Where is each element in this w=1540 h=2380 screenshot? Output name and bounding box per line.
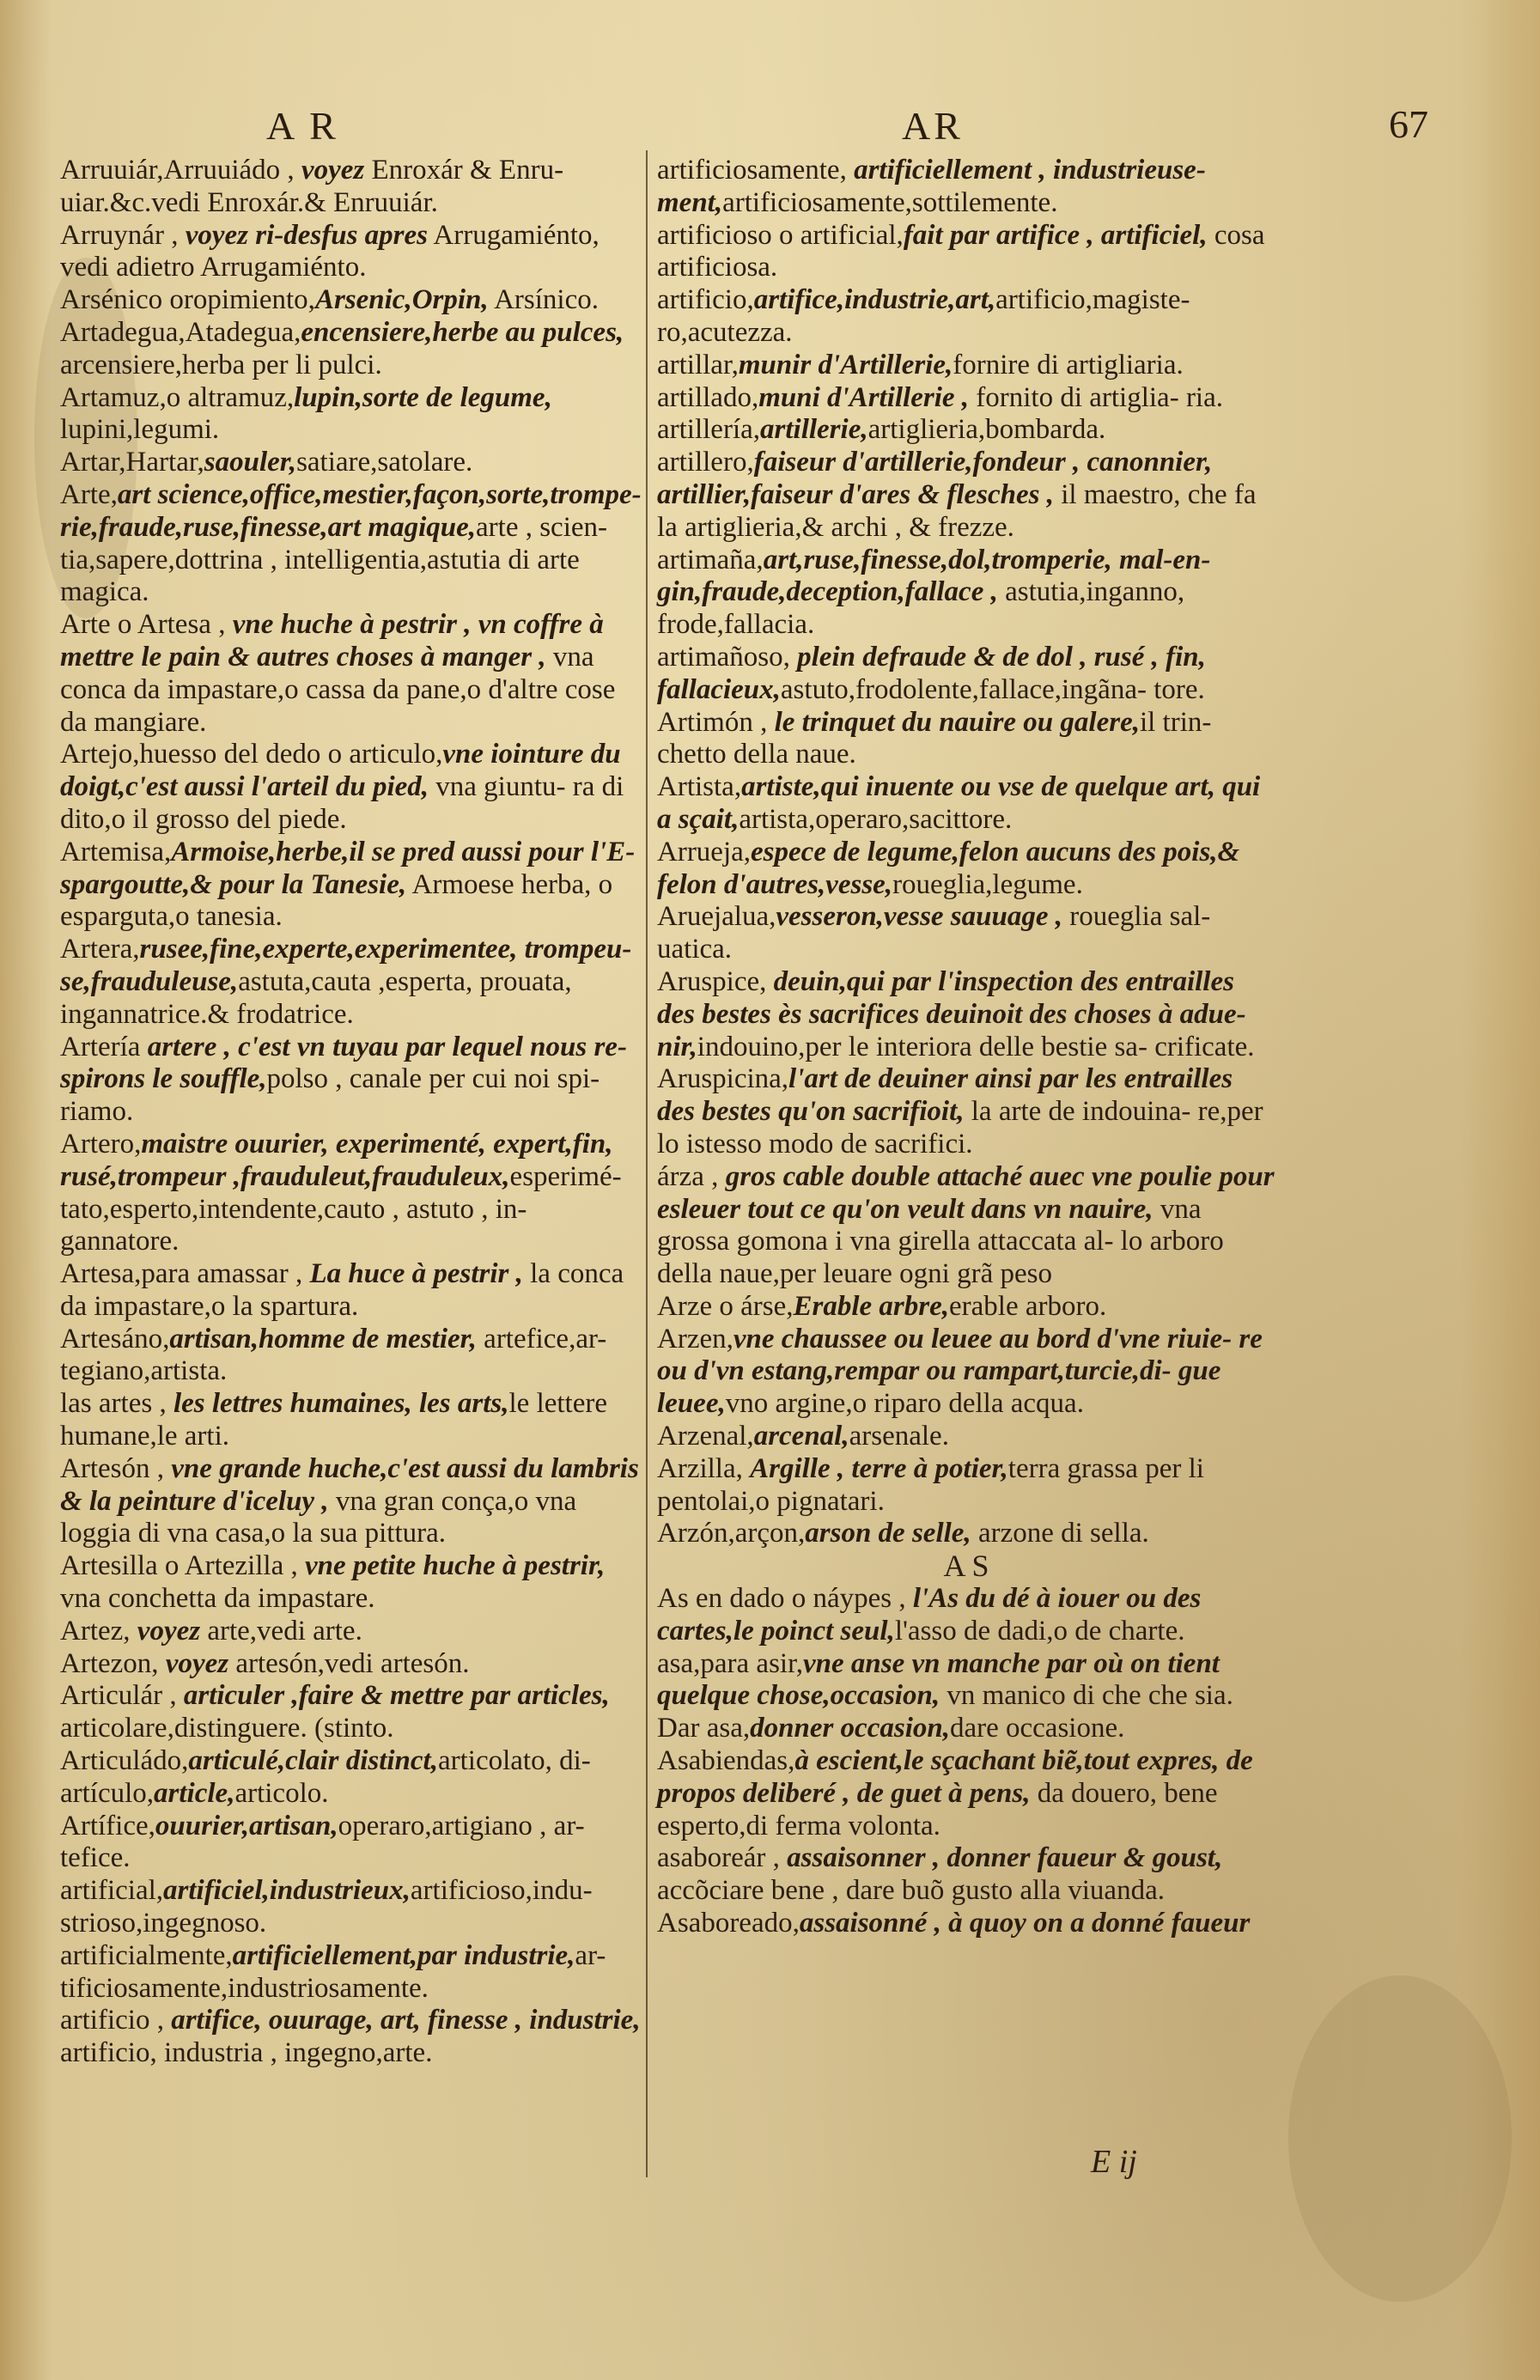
right-column <box>657 155 1275 1940</box>
french-gloss: art,ruse,finesse,dol,tromperie, mal-en- gin,fraude,deception,fallace , <box>657 544 1211 608</box>
headword: asaboreár , <box>657 1842 788 1874</box>
dictionary-entry <box>657 414 1275 447</box>
french-gloss: vne grande huche,c'est aussi du lambris & la peinture d'iceluy , <box>60 1452 639 1517</box>
headword: Artemisa, <box>60 836 172 867</box>
headword: Artesa,para amassar , <box>60 1258 310 1290</box>
headword: artículo, <box>60 1777 155 1809</box>
french-gloss: assaisonner , donner faueur & goust, <box>787 1842 1223 1874</box>
french-gloss: artifice,industrie,art, <box>753 284 996 316</box>
italian-gloss: articolo. <box>234 1777 329 1809</box>
italian-gloss: Enroxár & Enru- uiar.&c.vedi Enroxár.& Enruuiár. <box>60 155 564 218</box>
dictionary-entry <box>657 966 1275 1063</box>
headword: Artesón , <box>60 1452 172 1484</box>
italian-gloss: artificio, industria , ingegno,arte. <box>60 2037 433 2069</box>
italian-gloss: erable arboro. <box>949 1290 1107 1322</box>
french-gloss: le trinquet du nauire ou galere, <box>774 706 1140 738</box>
french-gloss: articulé,clair distinct, <box>188 1745 438 1777</box>
italian-gloss: artificiosamente,sottilemente. <box>722 186 1058 218</box>
italian-gloss: articolare,distinguere. (stinto. <box>60 1713 394 1744</box>
headword: Articulár , <box>60 1680 184 1712</box>
italian-gloss: indouino,per le interiora delle bestie sa- crificate. <box>697 1031 1255 1062</box>
headword: Arsénico oropimiento, <box>60 284 315 316</box>
dictionary-entry <box>60 609 644 739</box>
french-gloss: artere , c'est vn tuyau par lequel nous re- spirons le souffle, <box>60 1031 627 1095</box>
dictionary-entry <box>60 284 644 317</box>
french-gloss: vne chaussee ou leuee au bord d'vne riuie- re ou d'vn estang,rempar ou rampart,turcie,di- gue leuee, <box>657 1323 1263 1420</box>
french-gloss: Argille , terre à potier, <box>750 1452 1008 1484</box>
french-gloss: munir d'Artillerie, <box>738 349 953 380</box>
section-heading: A S <box>943 1549 989 1584</box>
headword: Artesilla o Artezilla , <box>60 1550 305 1582</box>
headword: Arrueja, <box>657 836 752 867</box>
italian-gloss: Arrugamiénto, vedi adietro Arrugamiénto. <box>60 219 600 283</box>
italian-gloss: arte , scien- tia,sapere,dottrina , intelligentia,astutia di arte magica. <box>60 511 608 608</box>
headword: Arzón,arçon, <box>657 1518 806 1549</box>
french-gloss: vne huche à pestrir , vn coffre à mettre le pain & autres choses à manger , <box>60 609 604 673</box>
italian-gloss: lupini,legumi. <box>60 414 220 446</box>
headword: Aruspicina, <box>657 1063 789 1095</box>
italian-gloss: articolato, di- <box>437 1745 591 1777</box>
headword: Arruuiár,Arruuiádo , <box>60 155 301 186</box>
dictionary-entry <box>657 1745 1275 1842</box>
french-gloss: muni d'Artillerie , <box>758 381 970 413</box>
italian-gloss: l'asso de dadi,o de charte. <box>894 1615 1185 1647</box>
italian-gloss: vn manico di che che sia. <box>940 1680 1233 1712</box>
italian-gloss: artesón,vedi artesón. <box>228 1647 470 1679</box>
dictionary-entry <box>657 382 1275 415</box>
dictionary-entry <box>60 479 644 609</box>
headword: árza , <box>657 1160 726 1192</box>
dictionary-entry <box>657 837 1275 902</box>
dictionary-entry <box>60 1129 644 1258</box>
dictionary-entry <box>60 934 644 1031</box>
french-gloss: artificiel,industrieux, <box>163 1875 411 1907</box>
italian-gloss: artefice,ar- tegiano,artista. <box>60 1323 607 1387</box>
french-gloss: artiste,qui inuente ou vse de quelque art, qui a sçait, <box>657 771 1261 835</box>
headword: Arzen, <box>657 1323 733 1354</box>
headword: Asaboreado, <box>657 1908 800 1939</box>
dictionary-entry <box>60 739 644 836</box>
dictionary-entry <box>657 1453 1275 1519</box>
italian-gloss: polso , canale per cui noi spi- riamo. <box>60 1063 600 1128</box>
dictionary-entry <box>60 1778 644 1811</box>
dictionary-entry <box>657 1842 1275 1908</box>
french-gloss: artificiellement,par industrie, <box>232 1939 575 1971</box>
dictionary-entry <box>60 1616 644 1648</box>
french-gloss: à escient,le sçachant biẽ,tout expres, de propos deliberé , de guet à pens, <box>657 1745 1253 1809</box>
dictionary-entry <box>657 1583 1275 1648</box>
italian-gloss: fornito di artiglia- ria. <box>969 381 1224 413</box>
headword: artimañoso, <box>657 641 798 673</box>
italian-gloss: astuta,cauta ,esperta, prouata, ingannatrice.& frodatrice. <box>60 965 572 1030</box>
dictionary-entry <box>657 155 1275 220</box>
dictionary-entry <box>657 707 1275 772</box>
french-gloss: rusee,fine,experte,experimentee, trompeu- se,frauduleuse, <box>60 934 632 997</box>
french-gloss: espece de legume,felon aucuns des pois,& felon d'autres,vesse, <box>657 836 1240 900</box>
dictionary-entry <box>657 1421 1275 1453</box>
french-gloss: La huce à pestrir , <box>309 1258 523 1290</box>
headword: las artes , <box>60 1388 173 1420</box>
dictionary-entry <box>60 317 644 382</box>
dictionary-entry <box>60 447 644 479</box>
italian-gloss: vna conca da impastare,o cassa da pane,o d'altre cose da mangiare. <box>60 641 616 738</box>
dictionary-entry <box>657 545 1275 642</box>
italian-gloss: operaro,artigiano , ar- tefice. <box>60 1810 585 1874</box>
italian-gloss: cosa artificiosa. <box>657 219 1265 283</box>
italian-gloss: arte,vedi arte. <box>200 1615 362 1647</box>
dictionary-entry <box>657 447 1275 544</box>
french-gloss: voyez <box>301 155 365 186</box>
dictionary-entry <box>60 1745 644 1778</box>
headword: Artera, <box>60 934 140 965</box>
headword: Arte, <box>60 478 118 510</box>
italian-gloss: artista,operaro,sacittore. <box>739 803 1013 835</box>
headword: Arze o árse, <box>657 1290 794 1322</box>
italian-gloss: Arsínico. <box>488 284 599 316</box>
dictionary-entry <box>657 284 1275 350</box>
french-gloss: deuin,qui par l'inspection des entrailles des bestes ès sacrifices deuinoit des choses à adue- nir, <box>657 965 1246 1062</box>
headword: Arruynár , <box>60 219 186 251</box>
dictionary-entry <box>657 1063 1275 1160</box>
french-gloss: vne petite huche à pestrir, <box>305 1550 606 1582</box>
headword: Artezon, <box>60 1647 166 1679</box>
dictionary-entry <box>657 642 1275 707</box>
headword: Aruspice, <box>657 965 774 997</box>
dictionary-entry <box>657 1518 1275 1550</box>
dictionary-entry <box>657 1908 1275 1940</box>
dictionary-entry <box>60 1324 644 1389</box>
italian-gloss: arsenale. <box>849 1421 949 1452</box>
french-gloss: lupin,sorte de legume, <box>294 381 552 413</box>
dictionary-entry <box>60 1875 644 1940</box>
french-gloss: gros cable double attaché auec vne poulie pour esleuer tout ce qu'on veult dans vn nauire, <box>657 1160 1275 1225</box>
french-gloss: vne anse vn manche par où on tient quelque chose,occasion, <box>657 1647 1220 1712</box>
italian-gloss: roueglia sal- uatica. <box>657 901 1211 965</box>
french-gloss: artifice, ouurage, art, finesse , industrie, <box>171 2005 641 2036</box>
headword: Artamuz,o altramuz, <box>60 381 295 413</box>
dictionary-entry <box>657 220 1275 285</box>
running-head-right: AR <box>902 104 964 148</box>
dictionary-entry <box>657 1324 1275 1421</box>
french-gloss: maistre ouurier, experimenté, expert,fin, rusé,trompeur ,frauduleut,frauduleux, <box>60 1128 613 1192</box>
french-gloss: voyez <box>137 1615 201 1647</box>
headword: artillado, <box>657 381 759 413</box>
french-gloss: artisan,homme de mestier, <box>169 1323 477 1354</box>
dictionary-entry <box>60 2005 644 2070</box>
french-gloss: voyez <box>165 1647 229 1679</box>
headword: Artista, <box>657 771 742 803</box>
headword: Asabiendas, <box>657 1745 795 1777</box>
french-gloss: assaisonné , à quoy on a donné faueur <box>799 1908 1251 1939</box>
dictionary-entry <box>60 220 644 285</box>
italian-gloss: artificioso,indu- strioso,ingegnoso. <box>60 1875 593 1939</box>
column-divider <box>646 150 648 2177</box>
headword: Artífice, <box>60 1810 155 1841</box>
italian-gloss: da douero, bene esperto,di ferma volonta. <box>657 1777 1218 1841</box>
french-gloss: artillerie, <box>760 414 868 446</box>
french-gloss: Armoise,herbe,il se pred aussi pour l'E- spargoutte,& pour la Tanesie, <box>60 836 636 900</box>
french-gloss: l'As du dé à iouer ou des cartes,le poinct seul, <box>657 1583 1202 1647</box>
signature-mark: E ij <box>1091 2144 1137 2180</box>
headword: artificialmente, <box>60 1939 233 1971</box>
dictionary-entry <box>60 1940 644 2006</box>
french-gloss: faiseur d'artillerie,fondeur , canonnier, artillier,faiseur d'ares & flesches , <box>657 447 1213 510</box>
french-gloss: voyez ri-desfus apres <box>185 219 428 251</box>
french-gloss: Arsenic,Orpin, <box>314 284 489 316</box>
dictionary-entry <box>60 1258 644 1324</box>
italian-gloss: le lettere humane,le arti. <box>60 1388 608 1452</box>
headword: Artero, <box>60 1128 142 1160</box>
headword: Arzilla, <box>657 1452 751 1484</box>
dictionary-entry <box>60 155 644 220</box>
italian-gloss: vna conchetta da impastare. <box>60 1583 375 1615</box>
italian-gloss: il trin- chetto della naue. <box>657 706 1212 770</box>
dictionary-entry <box>657 350 1275 382</box>
italian-gloss: rouegliа,legume. <box>892 868 1083 900</box>
italian-gloss: fornire di artigliaria. <box>953 349 1184 380</box>
dictionary-entry <box>60 1453 644 1550</box>
italian-gloss: ar- tificiosamente,industriosamente. <box>60 1939 606 2004</box>
dictionary-entry <box>60 1648 644 1681</box>
headword: Artería <box>60 1031 148 1062</box>
headword: Dar asa, <box>657 1713 751 1744</box>
dictionary-entry <box>60 1032 644 1129</box>
french-gloss: ouurier,artisan, <box>155 1810 338 1841</box>
headword: Artadegua,Atadegua, <box>60 316 301 348</box>
italian-gloss: Armoese herba, o esparguta,o tanesia. <box>60 868 613 933</box>
italian-gloss: astuto,frodolente,fallace,ingãna- tore. <box>780 673 1205 705</box>
headword: Articuládo, <box>60 1745 189 1777</box>
italian-gloss: dare occasione. <box>949 1713 1125 1744</box>
headword: Arte o Artesa , <box>60 609 233 641</box>
french-gloss: donner occasion, <box>750 1713 950 1744</box>
dictionary-entry <box>60 382 644 447</box>
french-gloss: encensiere,herbe au pulces, <box>301 316 624 348</box>
headword: Artesáno, <box>60 1323 170 1354</box>
french-gloss: les lettres humaines, les arts, <box>173 1388 509 1420</box>
headword: artillar, <box>657 349 739 380</box>
headword: artificio, <box>657 284 754 316</box>
italian-gloss: arcensiere,herba per li pulci. <box>60 349 382 380</box>
dictionary-entry <box>60 1550 644 1616</box>
headword: Artejo,huesso del dedo o articulo, <box>60 739 443 770</box>
dictionary-entry <box>657 1291 1275 1324</box>
headword: Artar,Hartar, <box>60 447 204 478</box>
italian-gloss: esperimé- tato,esperto,intendente,cauto , astuto , in- gannatore. <box>60 1160 622 1257</box>
page-stain <box>1288 1975 1512 2302</box>
headword: Arzenal, <box>657 1421 754 1452</box>
french-gloss: plein defraude & de dol , rusé , fin, fallacieux, <box>657 641 1206 705</box>
headword: artillería, <box>657 414 761 446</box>
italian-gloss: artificio,magiste- ro,acutezza. <box>657 284 1190 348</box>
dictionary-entry <box>60 1680 644 1745</box>
french-gloss: saouler, <box>204 447 297 478</box>
italian-gloss: vna grossa gomona i vna girella attaccata al- lo arboro della naue,per leuare ogni grã peso <box>657 1193 1224 1290</box>
italian-gloss: vno argine,o riparo della acqua. <box>725 1388 1084 1420</box>
italian-gloss: terra grassa per li pentolai,o pignatari. <box>657 1452 1204 1517</box>
french-gloss: vne iointure du doigt,c'est aussi l'arteil du pied, <box>60 739 621 803</box>
dictionary-entry <box>60 1811 644 1876</box>
left-column <box>60 155 644 2070</box>
french-gloss: l'art de deuiner ainsi par les entrailles des bestes qu'on sacrifioit, <box>657 1063 1233 1128</box>
italian-gloss: vna giuntu- ra di dito,o il grosso del piede. <box>60 771 624 835</box>
french-gloss: arcenal, <box>753 1421 849 1452</box>
headword: artificial, <box>60 1875 164 1907</box>
italian-gloss: vna gran conça,o vna loggia di vna casa,o la sua pittura. <box>60 1485 577 1549</box>
dictionary-entry <box>657 1161 1275 1291</box>
italian-gloss: il maestro, che fa la artiglieria,& archi , & frezze. <box>657 478 1257 543</box>
headword: artillero, <box>657 447 754 478</box>
page-number: 67 <box>1389 102 1428 146</box>
french-gloss: article, <box>154 1777 235 1809</box>
italian-gloss: satiare,satolare. <box>296 447 473 478</box>
italian-gloss: artiglieria,bombarda. <box>867 414 1106 446</box>
dictionary-entry <box>657 771 1275 837</box>
italian-gloss: arzone di sella. <box>971 1518 1149 1549</box>
french-gloss: fait par artifice , artificiel, <box>903 219 1208 251</box>
headword: artificio , <box>60 2005 172 2036</box>
headword: Artez, <box>60 1615 137 1647</box>
headword: Artimón , <box>657 706 775 738</box>
dictionary-entry <box>657 901 1275 966</box>
headword: artimaña, <box>657 544 764 575</box>
dictionary-entry <box>60 837 644 934</box>
running-head-left: A R <box>266 104 339 148</box>
dictionary-entry <box>657 1713 1275 1745</box>
headword: artificioso o artificial, <box>657 219 904 251</box>
headword: asa,para asir, <box>657 1647 803 1679</box>
italian-gloss: la arte de indouina- re,per lo istesso modo de sacrifici. <box>657 1096 1263 1160</box>
french-gloss: vesseron,vesse sauuage , <box>776 901 1063 933</box>
italian-gloss: accõciare bene , dare buõ gusto alla viuanda. <box>657 1875 1165 1907</box>
french-gloss: art science,office,mestier,façon,sorte,trompe- rie,fraude,ruse,finesse,art magique, <box>60 478 642 543</box>
headword: Aruejalua, <box>657 901 776 933</box>
italian-gloss: la conca da impastare,o la spartura. <box>60 1258 624 1322</box>
french-gloss: artificiellement , industrieuse- ment, <box>657 155 1206 218</box>
dictionary-entry <box>657 1648 1275 1713</box>
headword: As en dado o náypes , <box>657 1583 913 1615</box>
french-gloss: articuler ,faire & mettre par articles, <box>183 1680 610 1712</box>
french-gloss: Erable arbre, <box>793 1290 949 1322</box>
headword: artificiosamente, <box>657 155 855 186</box>
dictionary-entry <box>60 1388 644 1453</box>
italian-gloss: astutia,inganno, frode,fallacia. <box>657 576 1185 641</box>
french-gloss: arson de selle, <box>805 1518 971 1549</box>
